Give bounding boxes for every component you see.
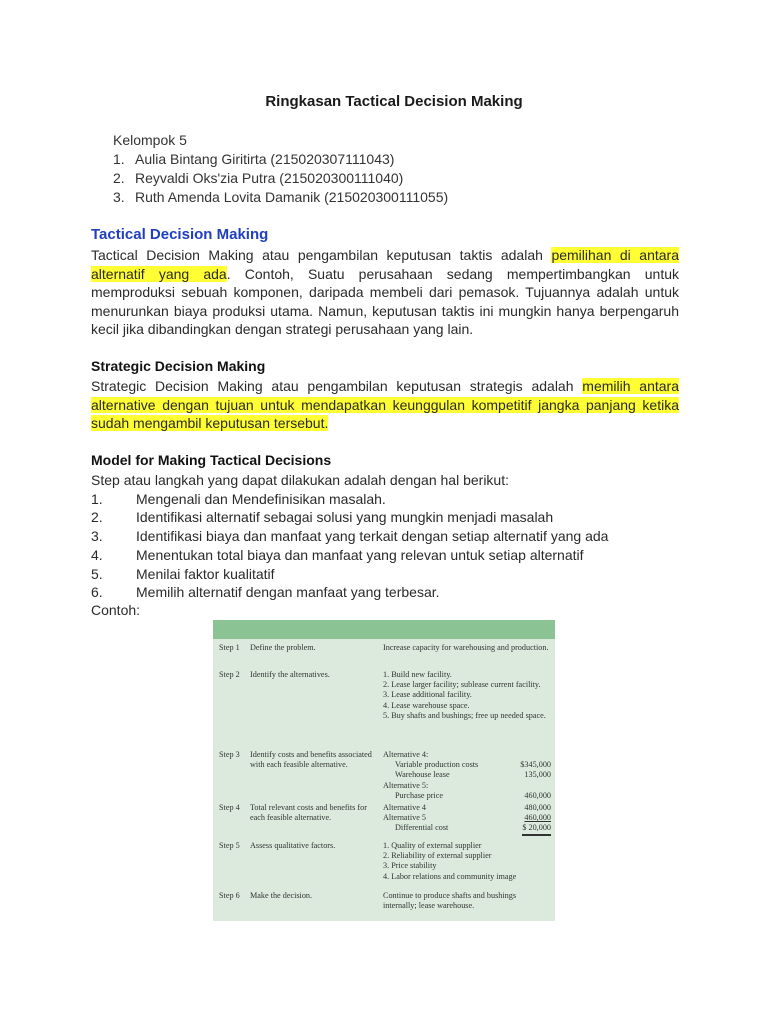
member-item: 2. Reyvaldi Oks'zia Putra (215020300111040) — [113, 170, 404, 186]
group-label: Kelompok 5 — [113, 132, 187, 148]
strategic-paragraph: Strategic Decision Making atau pengambilan keputusan strategis adalah memilih antara alternative dengan tujuan untuk mendapatkan keunggulan kompetitif jangka panjang ketika sudah mengambil keputusan tersebut. — [91, 378, 679, 432]
step-item: 6. Memilih alternatif dengan manfaat yang terbesar. — [91, 584, 440, 601]
step-item: 5. Menilai faktor kualitatif — [91, 565, 275, 582]
model-heading: Model for Making Tactical Decisions — [91, 452, 332, 468]
step-item: 1. Mengenali dan Mendefinisikan masalah. — [91, 490, 386, 507]
example-figure: Step 1 Define the problem. Increase capacity for warehousing and production. Step 2 Identify the alternatives. 1. Build new facility. 2. Lease larger facility; sublease current facility. 3. Lease additional facility. 4. Lease warehouse space. 5. Buy shafts and bushings; free up needed space. Step 3 Identify costs and benefits associated with each feasible alternative. Alternative 4: Variable production costs $345,000 Warehouse lease 135,000 Alternative 5: Purchase price 460,000 Step 4 Total relevant costs and benefits for each feasible alternative. Alternative 4 480,000 Alternative 5 460,000 Differential cost $ 20,000 Step 5 Assess qualitative factors. 1. Quality of external supplier 2. Reliability of external supplier 3. Price stability 4. Labor relations and community image Step 6 Make the decision. Continue to produce shafts and bushings internally; lease warehouse. — [213, 620, 555, 921]
figure-list-item: 2. Lease larger facility; sublease current facility. — [383, 680, 541, 690]
document-title: Ringkasan Tactical Decision Making — [265, 93, 523, 110]
figure-list-item: 1. Build new facility. — [383, 670, 452, 679]
tactical-heading: Tactical Decision Making — [91, 226, 269, 243]
step-item: 2. Identifikasi alternatif sebagai solusi yang mungkin menjadi masalah — [91, 509, 554, 526]
strategic-heading: Strategic Decision Making — [91, 358, 266, 374]
highlighted-text: pemilihan di antara alternatif yang ada — [91, 247, 679, 282]
figure-list-item: 4. Labor relations and community image — [383, 871, 517, 881]
figure-list-item: 2. Reliability of external supplier — [383, 851, 492, 861]
member-item: 3. Ruth Amenda Lovita Damanik (215020300111055) — [113, 189, 449, 205]
figure-list-item: 3. Lease additional facility. — [383, 690, 472, 700]
model-steps — [91, 471, 608, 602]
figure-list-item: 1. Quality of external supplier — [383, 841, 482, 850]
figure-list-item: 4. Lease warehouse space. — [383, 700, 470, 710]
highlighted-text: memilih antara alternative dengan tujuan untuk mendapatkan keunggulan kompetitif jangka panjang ketika sudah mengambil keputusan tersebut. — [91, 378, 679, 432]
member-item: 1. Aulia Bintang Giritirta (215020307111043) — [113, 151, 395, 167]
model-intro: Step atau langkah yang dapat dilakukan adalah dengan hal berikut: — [91, 472, 509, 488]
figure-list-item: 3. Price stability — [383, 861, 437, 871]
group-members — [113, 131, 448, 207]
example-label: Contoh: — [91, 602, 141, 618]
step-item: 3. Identifikasi biaya dan manfaat yang terkait dengan setiap alternatif yang ada — [91, 528, 609, 545]
figure-header-band — [213, 620, 555, 639]
figure-list-item: 5. Buy shafts and bushings; free up needed space. — [383, 710, 546, 720]
step-item: 4. Menentukan total biaya dan manfaat yang relevan untuk setiap alternatif — [91, 546, 584, 563]
tactical-paragraph: Tactical Decision Making atau pengambilan keputusan taktis adalah pemilihan di antara alternatif yang ada. Contoh, Suatu perusahaan sedang mempertimbangkan untuk memproduksi sebuah komponen, daripada membeli dari pemasok. Tujuannya adalah untuk menurunkan biaya produksi utama. Namun, keputusan taktis ini mungkin hanya berpengaruh kecil jika dibandingkan dengan strategi perusahaan yang lain. — [91, 247, 679, 338]
